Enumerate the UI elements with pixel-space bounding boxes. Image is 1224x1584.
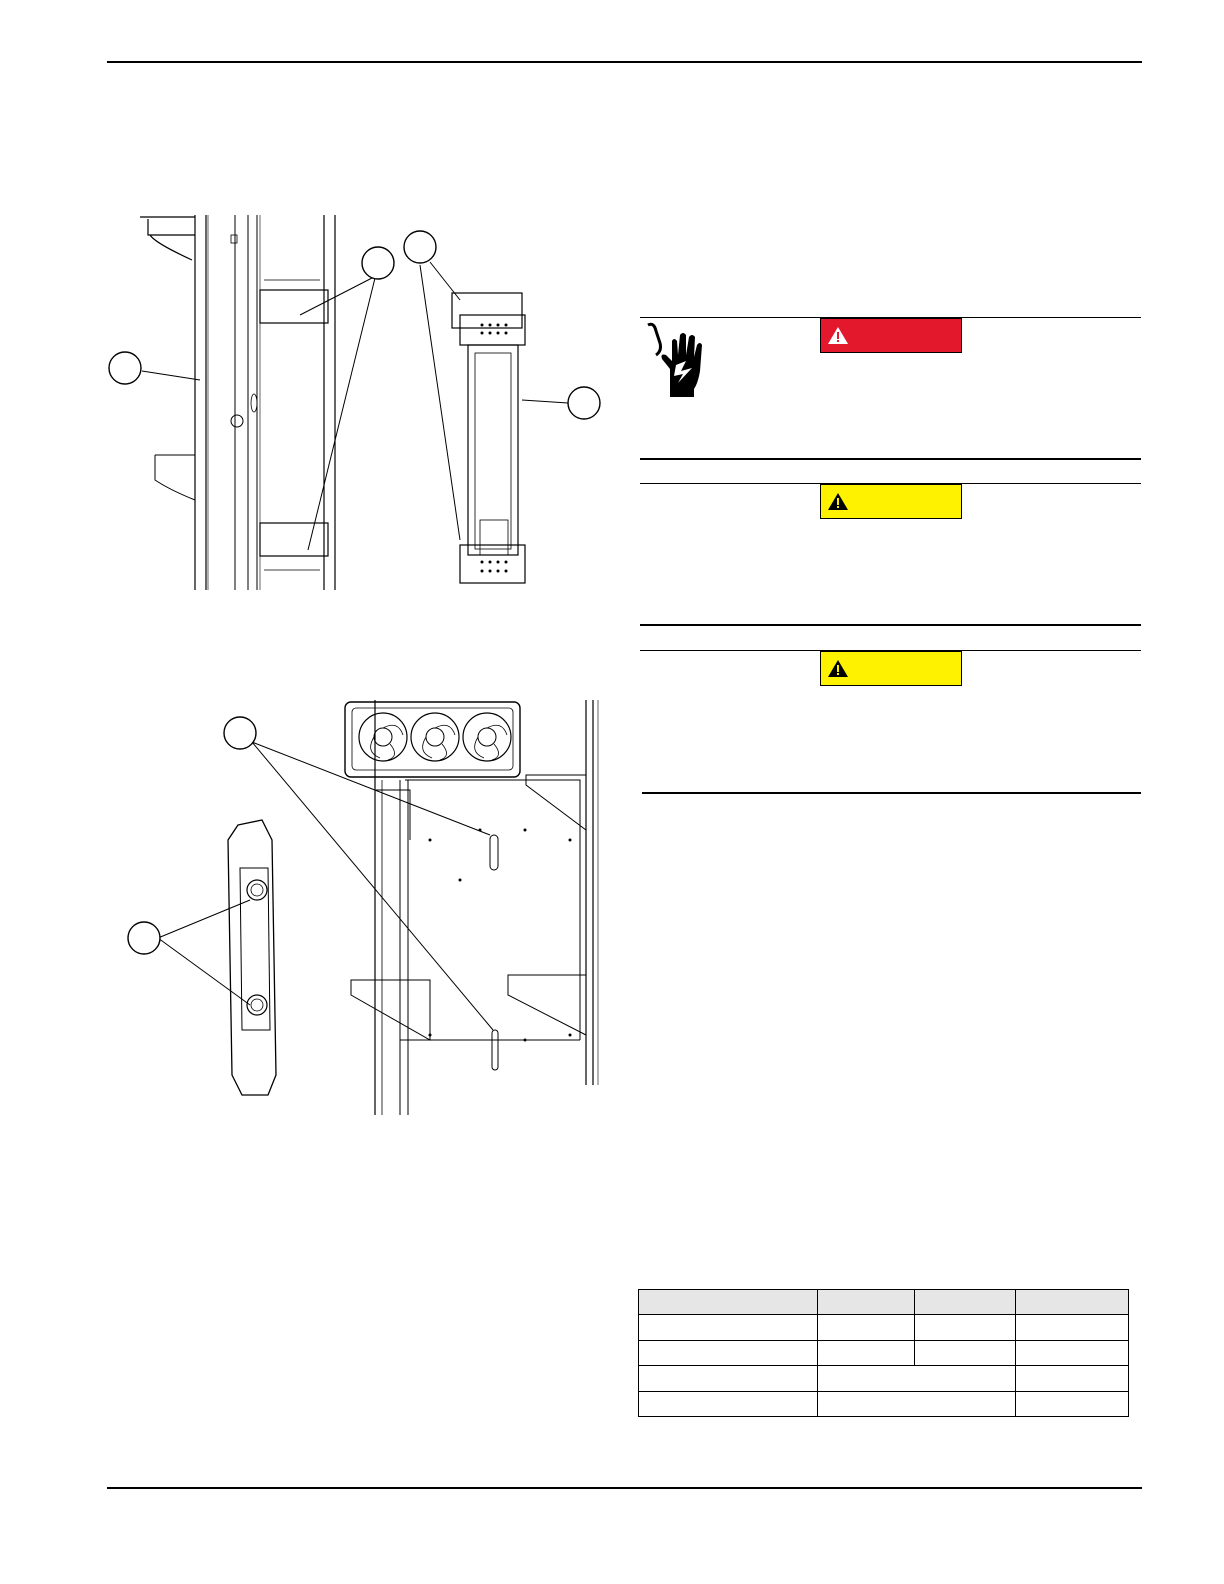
table-cell <box>817 1315 915 1340</box>
caution-signal-bar <box>820 484 962 519</box>
danger-signal-bar <box>820 318 962 353</box>
fan-and-pins-figure <box>100 690 620 1120</box>
table-cell <box>639 1366 818 1391</box>
cabinet-side-panel <box>140 215 260 590</box>
callout-5 <box>128 922 160 954</box>
leader-lines <box>158 742 493 1030</box>
warning-triangle-icon <box>827 659 849 678</box>
table-cell <box>639 1391 818 1416</box>
danger-notice <box>640 317 1141 460</box>
caution-notice-2 <box>640 650 1141 794</box>
callout-2 <box>362 247 394 279</box>
table-header-cell <box>817 1290 915 1315</box>
cabinet-interior <box>351 700 598 1115</box>
electric-shock-hand-icon <box>640 319 710 401</box>
back-panel <box>260 215 335 590</box>
notice-bottom-rule <box>640 458 1141 460</box>
table-cell <box>1016 1340 1129 1365</box>
table-header-cell <box>1016 1290 1129 1315</box>
pin-bar <box>228 820 276 1095</box>
footer-rule <box>107 1487 1142 1489</box>
table-row <box>639 1340 1129 1365</box>
table-row <box>639 1366 1129 1391</box>
notice-bottom-rule <box>640 624 1141 626</box>
header-rule <box>107 61 1142 63</box>
table-cell <box>639 1340 818 1365</box>
table-cell <box>1016 1366 1129 1391</box>
mounting-rails-figure <box>100 205 620 600</box>
table-header-cell <box>639 1290 818 1315</box>
callout-1 <box>109 352 141 384</box>
table-cell <box>817 1340 915 1365</box>
table-cell <box>1016 1391 1129 1416</box>
table-header-cell <box>915 1290 1016 1315</box>
callout-4 <box>224 717 256 749</box>
table-cell <box>915 1340 1016 1365</box>
table-row <box>639 1391 1129 1416</box>
table-cell <box>639 1315 818 1340</box>
table-cell <box>915 1315 1016 1340</box>
table-cell <box>817 1391 1016 1416</box>
table-cell <box>1016 1315 1129 1340</box>
fan-tray <box>345 702 520 777</box>
detached-rail <box>452 293 525 583</box>
warning-triangle-icon <box>827 326 849 345</box>
callout-2b <box>404 231 436 263</box>
caution-signal-bar <box>820 651 962 686</box>
warning-triangle-icon <box>827 492 849 511</box>
caution-notice-1 <box>640 483 1141 626</box>
spec-table <box>638 1289 1129 1417</box>
table-header-row <box>639 1290 1129 1315</box>
fan-1 <box>359 713 407 761</box>
fan-2 <box>411 713 459 761</box>
table-cell <box>817 1366 1016 1391</box>
notice-bottom-rule <box>642 792 1141 794</box>
table-row <box>639 1315 1129 1340</box>
callout-3 <box>568 387 600 419</box>
fan-3 <box>463 713 511 761</box>
